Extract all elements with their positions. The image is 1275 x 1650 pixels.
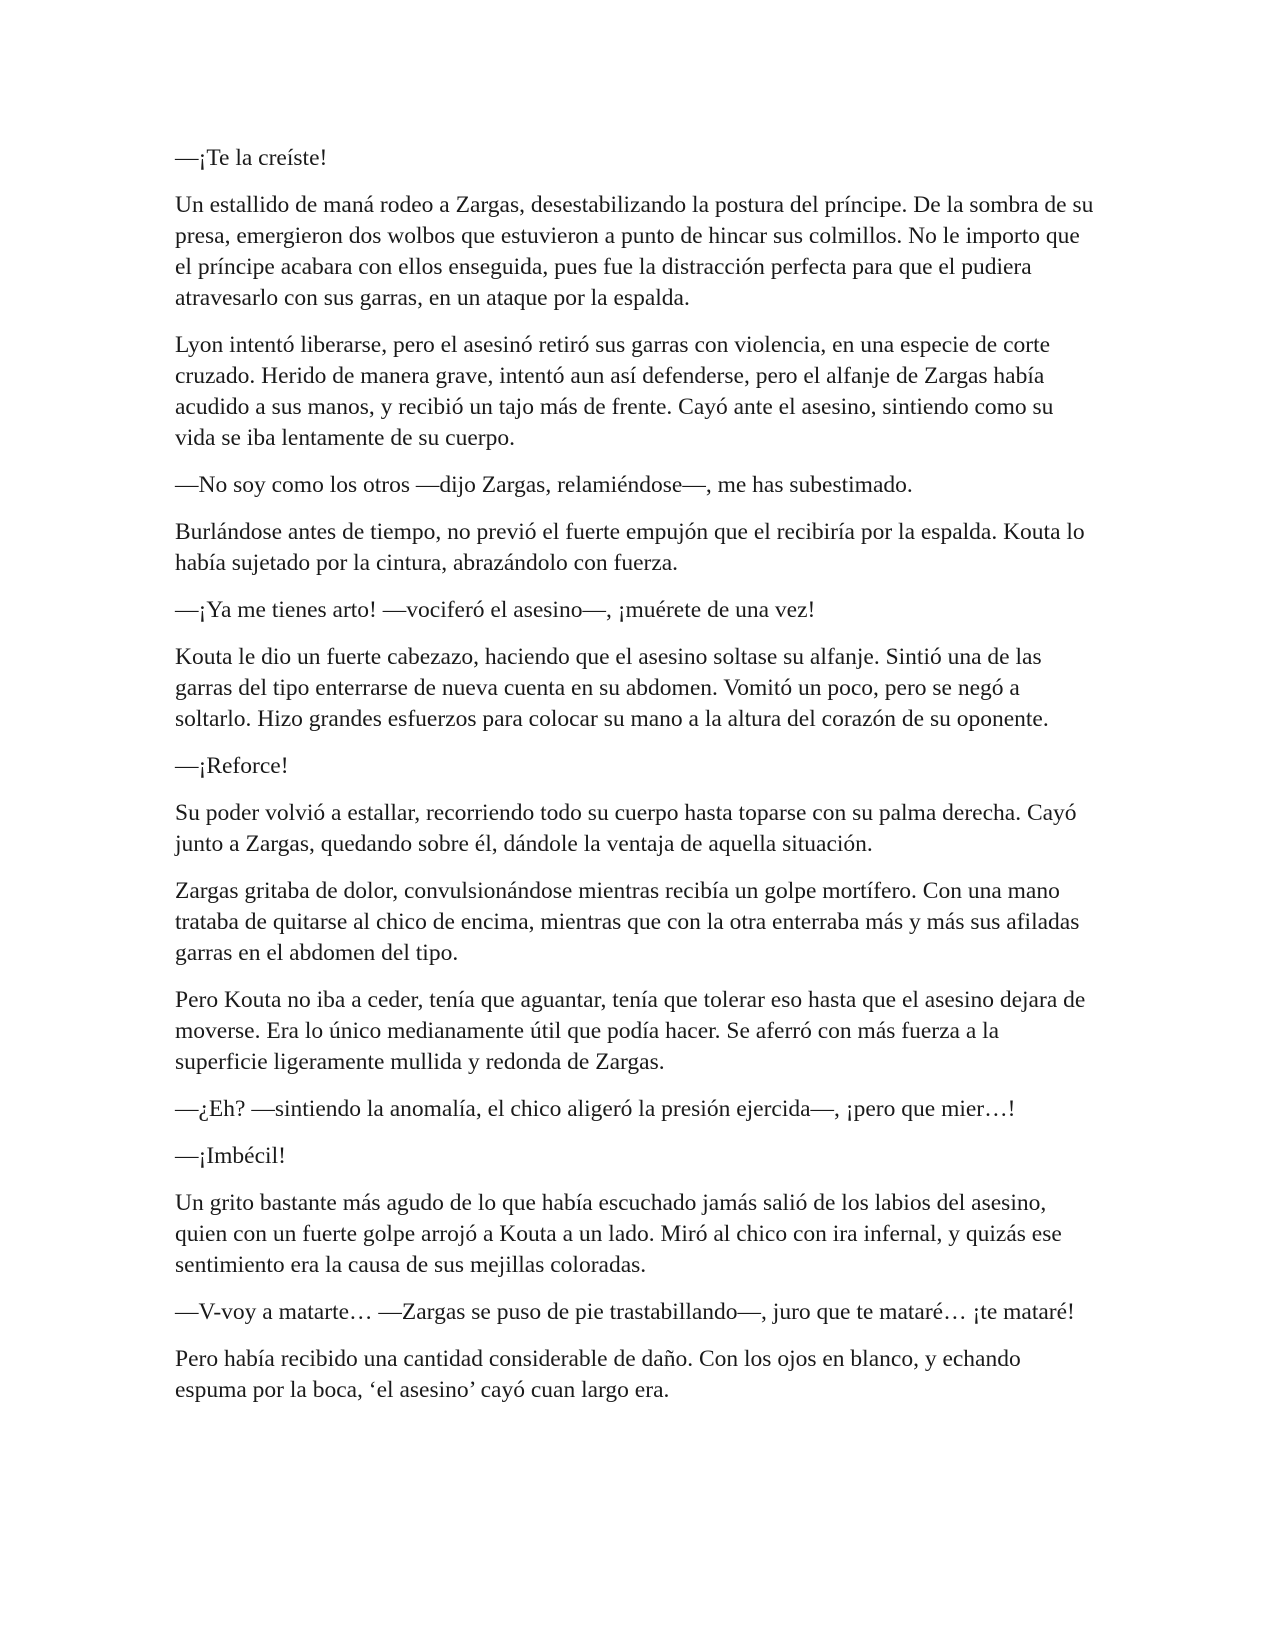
paragraph-9: Su poder volvió a estallar, recorriendo todo su cuerpo hasta toparse con su palma derecha. Cayó junto a Zargas, quedando sobre él, dándole la ventaja de aquella situación. (175, 800, 1077, 857)
paragraph-12: —¿Eh? —sintiendo la anomalía, el chico aligeró la presión ejercida—, ¡pero que mier…! (175, 1096, 1016, 1122)
body-text (175, 143, 1095, 1422)
paragraph-3: Lyon intentó liberarse, pero el asesinó retiró sus garras con violencia, en una especie de corte cruzado. Herido de manera grave, intentó aun así defenderse, pero el alfanje de Zargas había acudido a sus manos, y recibió un tajo más de frente. Cayó ante el asesino, sintiendo como su vida se iba lentamente de su cuerpo. (175, 332, 1054, 451)
paragraph-13: —¡Imbécil! (175, 1143, 286, 1169)
paragraph-15: —V-voy a matarte… —Zargas se puso de pie trastabillando—, juro que te mataré… ¡te mataré! (175, 1299, 1075, 1325)
paragraph-5: Burlándose antes de tiempo, no previó el fuerte empujón que el recibiría por la espalda. Kouta lo había sujetado por la cintura, abrazándolo con fuerza. (175, 519, 1085, 576)
paragraph-14: Un grito bastante más agudo de lo que había escuchado jamás salió de los labios del asesino, quien con un fuerte golpe arrojó a Kouta a un lado. Miró al chico con ira infernal, y quizás ese sentimiento era la causa de sus mejillas coloradas. (175, 1190, 1062, 1278)
paragraph-6: —¡Ya me tienes arto! —vociferó el asesino—, ¡muérete de una vez! (175, 597, 816, 623)
paragraph-4: —No soy como los otros —dijo Zargas, relamiéndose—, me has subestimado. (175, 472, 913, 498)
paragraph-11: Pero Kouta no iba a ceder, tenía que aguantar, tenía que tolerar eso hasta que el asesino dejara de moverse. Era lo único medianamente útil que podía hacer. Se aferró con más fuerza a la superficie ligeramente mullida y redonda de Zargas. (175, 987, 1086, 1075)
paragraph-16: Pero había recibido una cantidad considerable de daño. Con los ojos en blanco, y echando espuma por la boca, ‘el asesino’ cayó cuan largo era. (175, 1346, 1021, 1403)
paragraph-2: Un estallido de maná rodeo a Zargas, desestabilizando la postura del príncipe. De la sombra de su presa, emergieron dos wolbos que estuvieron a punto de hincar sus colmillos. No le importo que el príncipe acabara con ellos enseguida, pues fue la distracción perfecta para que el pudiera atravesarlo con sus garras, en un ataque por la espalda. (175, 192, 1094, 311)
paragraph-10: Zargas gritaba de dolor, convulsionándose mientras recibía un golpe mortífero. Con una mano trataba de quitarse al chico de encima, mientras que con la otra enterraba más y más sus afiladas garras en el abdomen del tipo. (175, 878, 1080, 966)
paragraph-7: Kouta le dio un fuerte cabezazo, haciendo que el asesino soltase su alfanje. Sintió una de las garras del tipo enterrarse de nueva cuenta en su abdomen. Vomitó un poco, pero se negó a soltarlo. Hizo grandes esfuerzos para colocar su mano a la altura del corazón de su oponente. (175, 644, 1049, 732)
paragraph-1: —¡Te la creíste! (175, 145, 328, 171)
paragraph-8: —¡Reforce! (175, 753, 289, 779)
